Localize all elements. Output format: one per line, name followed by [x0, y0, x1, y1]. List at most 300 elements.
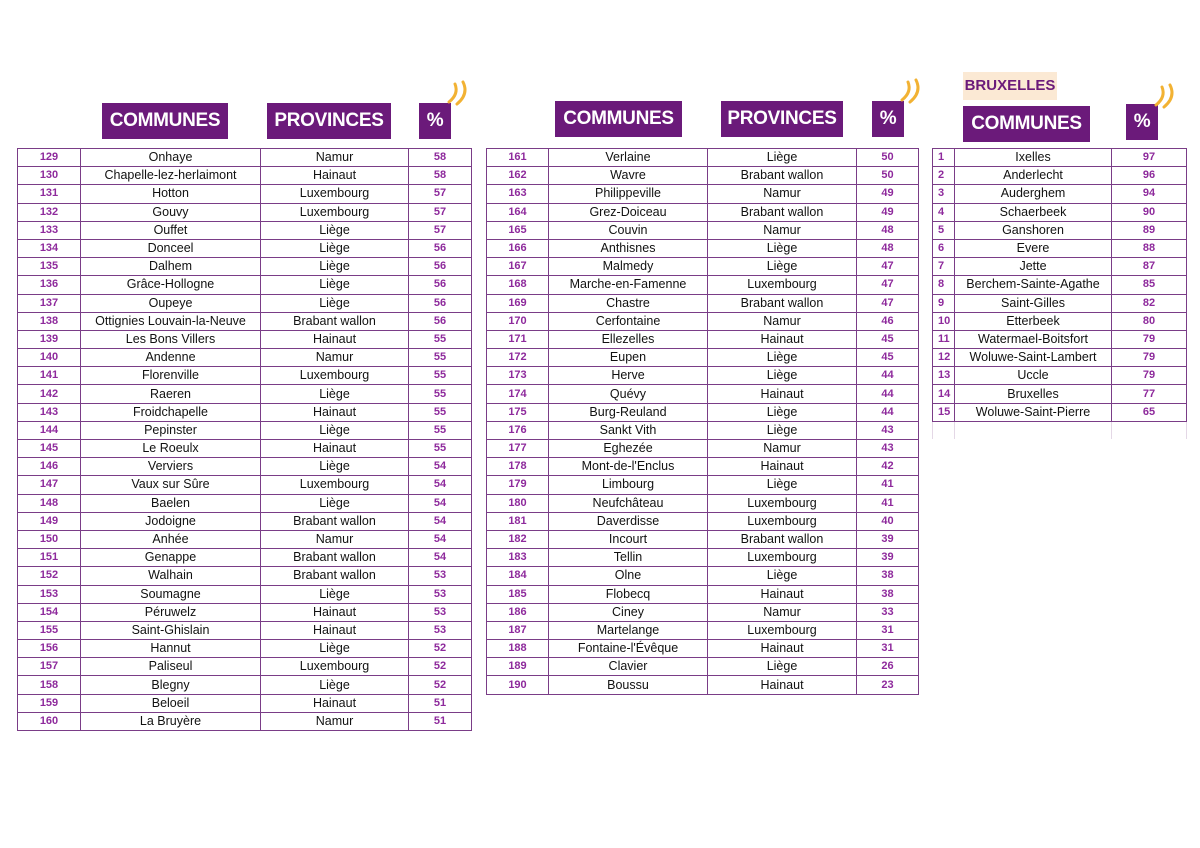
percent-cell: 54 [409, 530, 472, 548]
commune-cell: Hotton [81, 185, 261, 203]
percent-cell: 54 [409, 494, 472, 512]
percent-cell: 47 [857, 276, 919, 294]
commune-cell: Vaux sur Sûre [81, 476, 261, 494]
commune-cell: Watermael-Boitsfort [955, 330, 1112, 348]
commune-cell: Blegny [81, 676, 261, 694]
percent-cell: 53 [409, 567, 472, 585]
table-row [18, 676, 472, 694]
province-cell: Hainaut [708, 458, 857, 476]
percent-cell: 38 [857, 585, 919, 603]
provinces-header-label: PROVINCES [727, 108, 837, 129]
commune-cell: Jodoigne [81, 512, 261, 530]
percent-cell: 51 [409, 712, 472, 730]
percent-cell: 44 [857, 385, 919, 403]
rank-cell: 190 [487, 676, 549, 694]
province-cell: Brabant wallon [708, 294, 857, 312]
rank-cell: 144 [18, 421, 81, 439]
percent-cell: 80 [1112, 312, 1187, 330]
table-row [18, 476, 472, 494]
table-row [487, 585, 919, 603]
province-cell: Brabant wallon [261, 549, 409, 567]
province-cell: Namur [708, 221, 857, 239]
table-row [933, 239, 1187, 257]
province-cell: Namur [261, 712, 409, 730]
table-row [18, 621, 472, 639]
rank-cell: 11 [933, 330, 955, 348]
rank-cell: 189 [487, 658, 549, 676]
commune-cell: Grâce-Hollogne [81, 276, 261, 294]
percent-cell: 55 [409, 385, 472, 403]
commune-cell: Les Bons Villers [81, 330, 261, 348]
commune-cell: Eghezée [549, 440, 708, 458]
provinces-header-1 [267, 103, 391, 139]
percent-cell: 47 [857, 294, 919, 312]
rank-cell: 179 [487, 476, 549, 494]
table-row [18, 640, 472, 658]
commune-cell: Ouffet [81, 221, 261, 239]
rank-cell: 138 [18, 312, 81, 330]
commune-cell: Ottignies Louvain-la-Neuve [81, 312, 261, 330]
commune-cell: Verlaine [549, 149, 708, 167]
province-cell: Hainaut [261, 440, 409, 458]
percent-cell: 31 [857, 640, 919, 658]
percent-cell: 46 [857, 312, 919, 330]
province-cell: Hainaut [261, 603, 409, 621]
ranking-table-1 [17, 148, 472, 731]
table-row [487, 185, 919, 203]
percent-cell: 41 [857, 476, 919, 494]
table-row [18, 458, 472, 476]
province-cell: Namur [708, 440, 857, 458]
rank-cell: 161 [487, 149, 549, 167]
percent-cell: 55 [409, 440, 472, 458]
table-row [933, 349, 1187, 367]
commune-cell: Walhain [81, 567, 261, 585]
table-row [18, 712, 472, 730]
commune-cell: Verviers [81, 458, 261, 476]
table-row [933, 403, 1187, 421]
percent-cell: 53 [409, 603, 472, 621]
percent-cell: 44 [857, 367, 919, 385]
rank-cell: 174 [487, 385, 549, 403]
province-cell: Luxembourg [708, 549, 857, 567]
province-cell: Liège [261, 585, 409, 603]
commune-cell: Tellin [549, 549, 708, 567]
percent-cell: 55 [409, 367, 472, 385]
commune-cell: Chapelle-lez-herlaimont [81, 167, 261, 185]
province-cell: Namur [708, 185, 857, 203]
commune-cell: Raeren [81, 385, 261, 403]
rank-cell: 187 [487, 621, 549, 639]
province-cell: Hainaut [261, 167, 409, 185]
table-row [487, 658, 919, 676]
rank-cell: 14 [933, 385, 955, 403]
province-cell: Liège [261, 258, 409, 276]
commune-cell: Péruwelz [81, 603, 261, 621]
percent-cell: 38 [857, 567, 919, 585]
rank-cell: 2 [933, 167, 955, 185]
table-row [18, 258, 472, 276]
province-cell: Brabant wallon [708, 203, 857, 221]
percent-cell: 44 [857, 403, 919, 421]
commune-cell: Philippeville [549, 185, 708, 203]
percent-cell: 31 [857, 621, 919, 639]
percent-header-label: % [426, 110, 444, 131]
table-row [933, 294, 1187, 312]
percent-cell: 40 [857, 512, 919, 530]
percent-cell: 58 [409, 149, 472, 167]
percent-cell: 79 [1112, 367, 1187, 385]
province-cell: Luxembourg [261, 203, 409, 221]
commune-cell: Malmedy [549, 258, 708, 276]
rank-cell: 8 [933, 276, 955, 294]
table-row [487, 549, 919, 567]
table-row [18, 367, 472, 385]
province-cell: Liège [261, 458, 409, 476]
province-cell: Brabant wallon [261, 312, 409, 330]
province-cell: Liège [708, 239, 857, 257]
percent-cell: 55 [409, 330, 472, 348]
province-cell: Brabant wallon [708, 167, 857, 185]
table-row [487, 312, 919, 330]
percent-header-label: % [879, 108, 897, 129]
percent-cell: 23 [857, 676, 919, 694]
bruxelles-table [932, 148, 1187, 439]
percent-cell: 43 [857, 421, 919, 439]
communes-header-label: COMMUNES [109, 110, 221, 131]
province-cell: Namur [708, 603, 857, 621]
percent-cell: 89 [1112, 221, 1187, 239]
percent-cell: 45 [857, 330, 919, 348]
commune-cell: Incourt [549, 530, 708, 548]
province-cell: Liège [261, 676, 409, 694]
table-row [933, 276, 1187, 294]
province-cell: Brabant wallon [261, 567, 409, 585]
province-cell: Liège [261, 640, 409, 658]
table-row [933, 330, 1187, 348]
table-row [18, 149, 472, 167]
rank-cell: 160 [18, 712, 81, 730]
rank-cell: 167 [487, 258, 549, 276]
rank-cell: 164 [487, 203, 549, 221]
province-cell: Luxembourg [261, 185, 409, 203]
table-row [487, 512, 919, 530]
percent-cell: 96 [1112, 167, 1187, 185]
province-cell: Liège [261, 276, 409, 294]
province-cell: Liège [261, 385, 409, 403]
percent-cell: 49 [857, 203, 919, 221]
percent-cell: 52 [409, 658, 472, 676]
communes-header-3 [963, 106, 1090, 142]
commune-cell: Etterbeek [955, 312, 1112, 330]
table-row [487, 221, 919, 239]
table-row [933, 367, 1187, 385]
table-row [487, 258, 919, 276]
percent-cell: 52 [409, 676, 472, 694]
rank-cell: 166 [487, 239, 549, 257]
table-row [487, 676, 919, 694]
table-row [18, 403, 472, 421]
rank-cell: 158 [18, 676, 81, 694]
province-cell: Hainaut [708, 385, 857, 403]
table-row [933, 385, 1187, 403]
rank-cell: 154 [18, 603, 81, 621]
province-cell: Hainaut [708, 676, 857, 694]
rank-cell: 152 [18, 567, 81, 585]
rank-cell: 6 [933, 239, 955, 257]
rank-cell: 181 [487, 512, 549, 530]
ranking-table-2 [486, 148, 919, 695]
rank-cell: 186 [487, 603, 549, 621]
rank-cell: 173 [487, 367, 549, 385]
table-row [487, 239, 919, 257]
commune-cell: Fontaine-l'Évêque [549, 640, 708, 658]
rank-cell: 149 [18, 512, 81, 530]
province-cell: Hainaut [708, 585, 857, 603]
communes-header-label: COMMUNES [971, 113, 1082, 134]
table-row [487, 476, 919, 494]
commune-cell: Froidchapelle [81, 403, 261, 421]
table-row [18, 239, 472, 257]
province-cell: Namur [261, 530, 409, 548]
percent-cell: 56 [409, 312, 472, 330]
percent-cell: 48 [857, 239, 919, 257]
table-row [18, 203, 472, 221]
commune-cell: Woluwe-Saint-Lambert [955, 349, 1112, 367]
rank-cell: 4 [933, 203, 955, 221]
table-row [18, 349, 472, 367]
province-cell: Liège [708, 149, 857, 167]
empty-cell [933, 421, 955, 439]
commune-cell: Paliseul [81, 658, 261, 676]
commune-cell: Florenville [81, 367, 261, 385]
rank-cell: 145 [18, 440, 81, 458]
rank-cell: 13 [933, 367, 955, 385]
communes-header-2 [555, 101, 682, 137]
percent-cell: 55 [409, 349, 472, 367]
commune-cell: Jette [955, 258, 1112, 276]
wifi-icon [443, 80, 473, 110]
table-row [487, 294, 919, 312]
percent-cell: 52 [409, 640, 472, 658]
rank-cell: 140 [18, 349, 81, 367]
commune-cell: Donceel [81, 239, 261, 257]
table-row [487, 567, 919, 585]
table-row [487, 603, 919, 621]
commune-cell: Burg-Reuland [549, 403, 708, 421]
empty-cell [955, 421, 1112, 439]
commune-cell: Anderlecht [955, 167, 1112, 185]
rank-cell: 130 [18, 167, 81, 185]
province-cell: Liège [261, 239, 409, 257]
rank-cell: 157 [18, 658, 81, 676]
percent-cell: 94 [1112, 185, 1187, 203]
commune-cell: Marche-en-Famenne [549, 276, 708, 294]
province-cell: Hainaut [708, 640, 857, 658]
table-row [18, 549, 472, 567]
province-cell: Luxembourg [708, 276, 857, 294]
percent-cell: 54 [409, 476, 472, 494]
commune-cell: Ixelles [955, 149, 1112, 167]
province-cell: Luxembourg [261, 658, 409, 676]
rank-cell: 170 [487, 312, 549, 330]
province-cell: Liège [261, 421, 409, 439]
province-cell: Namur [708, 312, 857, 330]
province-cell: Liège [708, 476, 857, 494]
table-row [18, 221, 472, 239]
percent-cell: 54 [409, 458, 472, 476]
table-row [18, 276, 472, 294]
table-row [18, 385, 472, 403]
rank-cell: 163 [487, 185, 549, 203]
percent-cell: 88 [1112, 239, 1187, 257]
rank-cell: 180 [487, 494, 549, 512]
province-cell: Luxembourg [261, 476, 409, 494]
percent-cell: 90 [1112, 203, 1187, 221]
province-cell: Liège [708, 258, 857, 276]
rank-cell: 131 [18, 185, 81, 203]
commune-cell: Woluwe-Saint-Pierre [955, 403, 1112, 421]
percent-cell: 48 [857, 221, 919, 239]
percent-cell: 51 [409, 694, 472, 712]
province-cell: Hainaut [261, 403, 409, 421]
rank-cell: 159 [18, 694, 81, 712]
commune-cell: Saint-Ghislain [81, 621, 261, 639]
table-row [18, 512, 472, 530]
percent-cell: 50 [857, 149, 919, 167]
table-row [933, 167, 1187, 185]
table-row [18, 185, 472, 203]
table-row [18, 294, 472, 312]
percent-cell: 56 [409, 258, 472, 276]
table-row [18, 658, 472, 676]
province-cell: Luxembourg [708, 494, 857, 512]
province-cell: Liège [708, 658, 857, 676]
percent-cell: 87 [1112, 258, 1187, 276]
table-row [487, 494, 919, 512]
table-row [933, 258, 1187, 276]
commune-cell: Ganshoren [955, 221, 1112, 239]
rank-cell: 177 [487, 440, 549, 458]
rank-cell: 183 [487, 549, 549, 567]
percent-cell: 50 [857, 167, 919, 185]
table-row [933, 149, 1187, 167]
table-row [487, 640, 919, 658]
rank-cell: 185 [487, 585, 549, 603]
rank-cell: 5 [933, 221, 955, 239]
rank-cell: 142 [18, 385, 81, 403]
province-cell: Brabant wallon [261, 512, 409, 530]
commune-cell: Limbourg [549, 476, 708, 494]
rank-cell: 12 [933, 349, 955, 367]
rank-cell: 143 [18, 403, 81, 421]
percent-cell: 53 [409, 585, 472, 603]
rank-cell: 10 [933, 312, 955, 330]
table-row [933, 221, 1187, 239]
commune-cell: Herve [549, 367, 708, 385]
rank-cell: 151 [18, 549, 81, 567]
percent-cell: 54 [409, 512, 472, 530]
percent-cell: 56 [409, 294, 472, 312]
percent-cell: 57 [409, 185, 472, 203]
rank-cell: 175 [487, 403, 549, 421]
commune-cell: Daverdisse [549, 512, 708, 530]
commune-cell: Gouvy [81, 203, 261, 221]
wifi-icon [1150, 83, 1180, 113]
table-row [18, 312, 472, 330]
province-cell: Luxembourg [708, 512, 857, 530]
commune-cell: Le Roeulx [81, 440, 261, 458]
percent-cell: 82 [1112, 294, 1187, 312]
table-row [487, 167, 919, 185]
commune-cell: Evere [955, 239, 1112, 257]
wifi-icon [896, 78, 926, 108]
commune-cell: Boussu [549, 676, 708, 694]
percent-header-label: % [1133, 111, 1151, 132]
provinces-header-2 [721, 101, 843, 137]
communes-header-label: COMMUNES [563, 108, 674, 129]
communes-header-1 [102, 103, 228, 139]
commune-cell: Anhée [81, 530, 261, 548]
commune-cell: Dalhem [81, 258, 261, 276]
commune-cell: Wavre [549, 167, 708, 185]
rank-cell: 133 [18, 221, 81, 239]
table-row [487, 440, 919, 458]
commune-cell: Quévy [549, 385, 708, 403]
province-cell: Hainaut [261, 330, 409, 348]
commune-cell: Soumagne [81, 585, 261, 603]
commune-cell: Mont-de-l'Enclus [549, 458, 708, 476]
table-row [18, 585, 472, 603]
commune-cell: Couvin [549, 221, 708, 239]
rank-cell: 9 [933, 294, 955, 312]
rank-cell: 156 [18, 640, 81, 658]
percent-cell: 56 [409, 276, 472, 294]
table-row [933, 203, 1187, 221]
table-row [933, 312, 1187, 330]
table-row [487, 421, 919, 439]
rank-cell: 1 [933, 149, 955, 167]
rank-cell: 171 [487, 330, 549, 348]
table-row [487, 530, 919, 548]
rank-cell: 188 [487, 640, 549, 658]
commune-cell: Auderghem [955, 185, 1112, 203]
rank-cell: 150 [18, 530, 81, 548]
percent-cell: 33 [857, 603, 919, 621]
commune-cell: Grez-Doiceau [549, 203, 708, 221]
table-row [487, 276, 919, 294]
commune-cell: Cerfontaine [549, 312, 708, 330]
rank-cell: 168 [487, 276, 549, 294]
commune-cell: Ellezelles [549, 330, 708, 348]
percent-cell: 26 [857, 658, 919, 676]
province-cell: Liège [261, 294, 409, 312]
rank-cell: 139 [18, 330, 81, 348]
rank-cell: 141 [18, 367, 81, 385]
percent-cell: 65 [1112, 403, 1187, 421]
percent-cell: 58 [409, 167, 472, 185]
rank-cell: 178 [487, 458, 549, 476]
rank-cell: 184 [487, 567, 549, 585]
percent-cell: 54 [409, 549, 472, 567]
commune-cell: Martelange [549, 621, 708, 639]
commune-cell: Beloeil [81, 694, 261, 712]
table-row [18, 421, 472, 439]
province-cell: Luxembourg [708, 621, 857, 639]
table-row [487, 367, 919, 385]
province-cell: Hainaut [261, 621, 409, 639]
rank-cell: 137 [18, 294, 81, 312]
